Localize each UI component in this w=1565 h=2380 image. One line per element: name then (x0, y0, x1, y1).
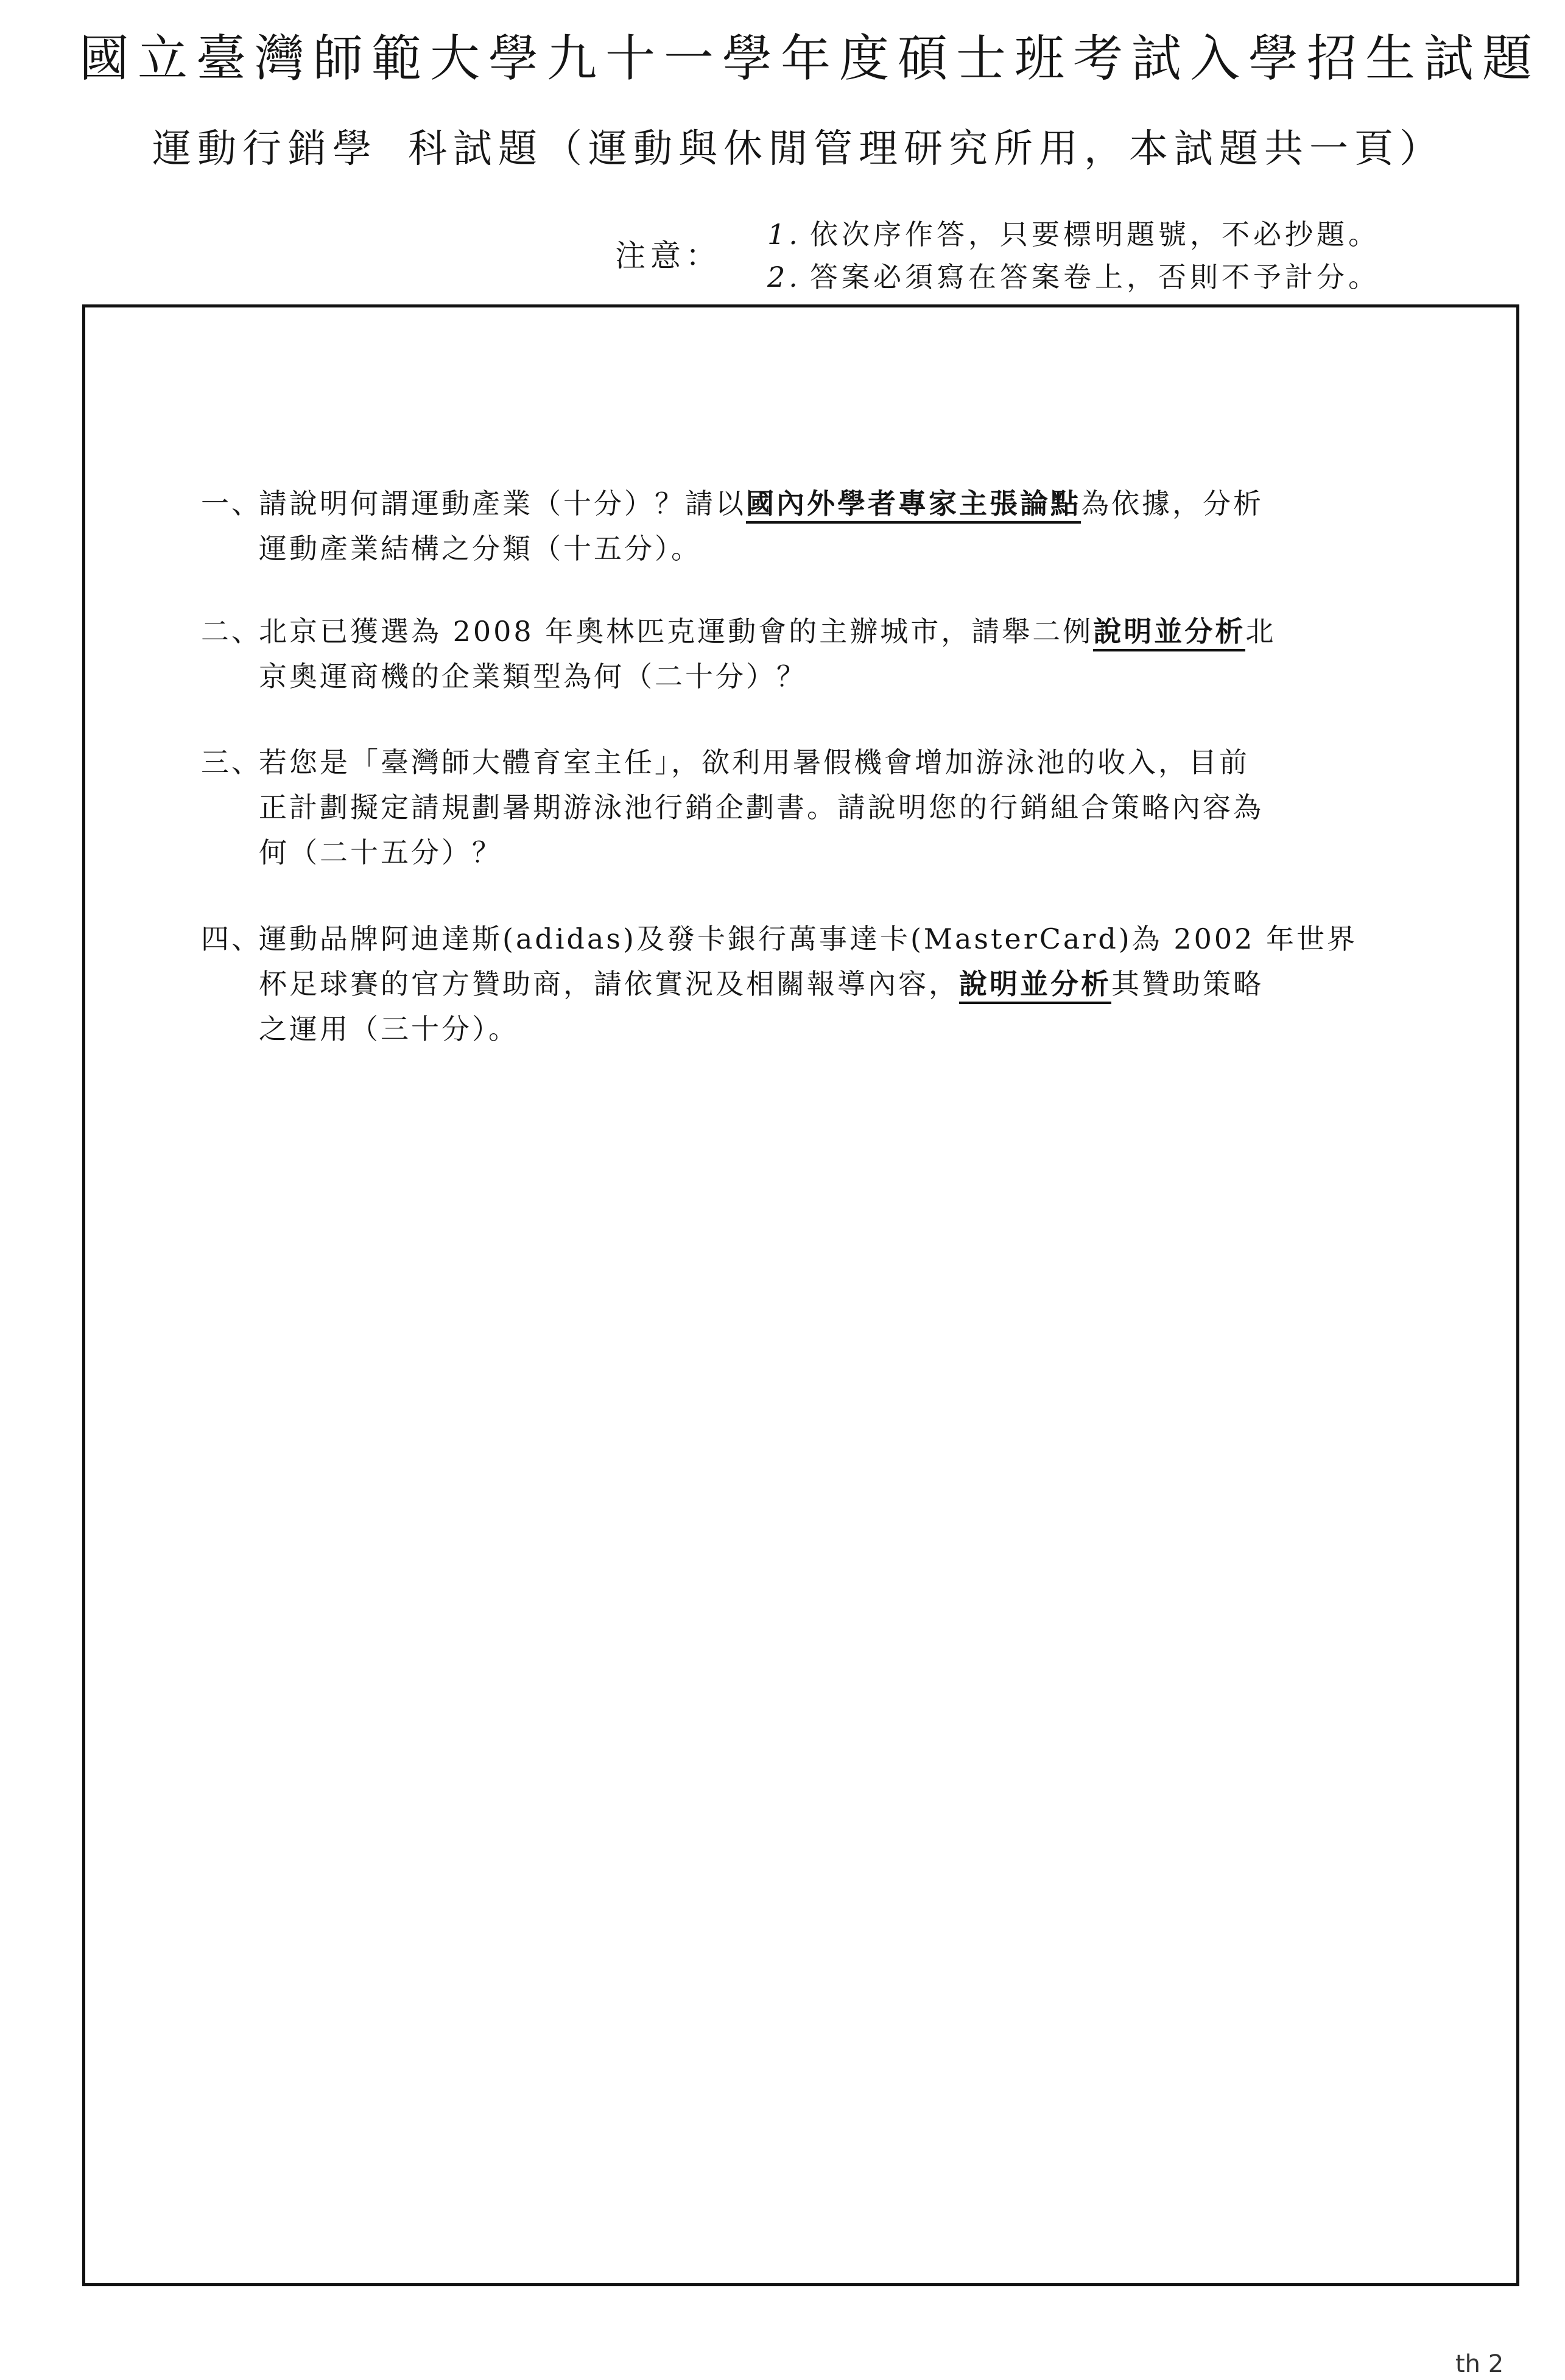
question-line (201, 609, 1358, 654)
question-line (201, 961, 1358, 1006)
notice-number: 1. (767, 218, 801, 251)
question-text: 杯足球賽的官方贊助商，請依實況及相關報導內容， (259, 967, 959, 1000)
notice-number: 2. (767, 261, 801, 293)
notice-block (615, 213, 1468, 298)
question-number: 三、 (201, 746, 262, 779)
question-number: 一、 (201, 487, 262, 520)
question-frame (82, 304, 1519, 2286)
question-text: 北 (1245, 615, 1276, 648)
question-line: 之運用（三十分）。 (259, 1013, 519, 1045)
question-number: 四、 (201, 922, 262, 955)
question-text: 運動品牌阿迪達斯(adidas)及發卡銀行萬事達卡(MasterCard)為 2002 年世界 (259, 922, 1358, 955)
subject-suffix: 科試題（運動與休閒管理研究所用，本試題共一頁） (408, 127, 1444, 172)
notice-item (767, 213, 1380, 256)
question-1 (201, 481, 1358, 571)
question-3 (201, 740, 1358, 875)
question-text: 若您是「臺灣師大體育室主任」，欲利用暑假機會增加游泳池的收入，目前 (259, 746, 1250, 779)
question-text: 北京已獲選為 2008 年奧林匹克運動會的主辦城市，請舉二例 (259, 615, 1094, 648)
question-line (201, 916, 1358, 961)
question-line (201, 740, 1358, 785)
question-line: 京奧運商機的企業類型為何（二十分）？ (259, 660, 807, 693)
question-number: 二、 (201, 615, 262, 648)
notice-text: 答案必須寫在答案卷上，否則不予計分。 (810, 261, 1380, 293)
question-text: 為依據，分析 (1081, 487, 1264, 520)
emphasized-text: 說明並分析 (1093, 615, 1245, 651)
emphasized-text: 說明並分析 (959, 967, 1111, 1004)
notice-item (767, 256, 1380, 298)
notice-list (767, 213, 1380, 298)
handwritten-corner-note: th 2 (1455, 2350, 1504, 2378)
question-line (201, 481, 1358, 526)
question-4 (201, 916, 1358, 1051)
notice-text: 依次序作答，只要標明題號，不必抄題。 (810, 218, 1380, 251)
notice-label: 注意： (615, 238, 721, 273)
question-text: 請說明何謂運動產業（十分）？請以 (259, 487, 746, 520)
subject-name: 運動行銷學 (152, 127, 378, 172)
question-line: 正計劃擬定請規劃暑期游泳池行銷企劃書。請說明您的行銷組合策略內容為 (259, 791, 1264, 824)
question-line: 何（二十五分）？ (259, 836, 502, 869)
exam-subtitle (152, 122, 1444, 177)
question-line: 運動產業結構之分類（十五分）。 (259, 532, 702, 565)
emphasized-text: 國內外學者專家主張論點 (746, 487, 1081, 524)
question-2 (201, 609, 1358, 699)
exam-title: 國立臺灣師範大學九十一學年度碩士班考試入學招生試題 (79, 30, 1541, 88)
question-text: 其贊助策略 (1111, 967, 1264, 1000)
